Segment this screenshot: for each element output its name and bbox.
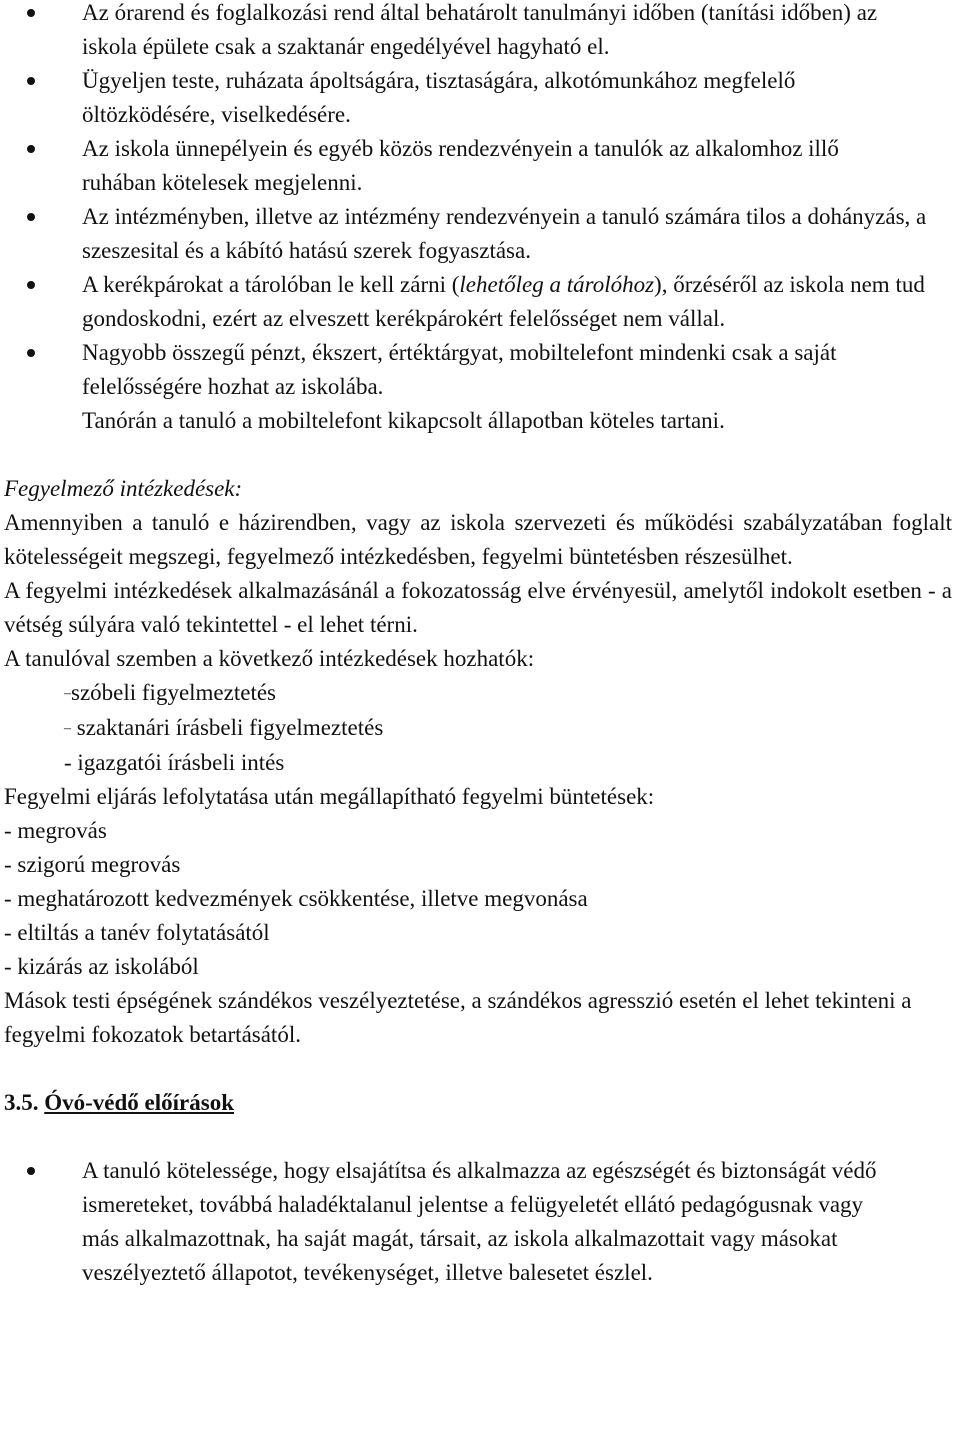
bullet-item [82, 200, 952, 268]
measures-list [4, 676, 952, 780]
bullet-item [82, 336, 952, 404]
measure-text: szaktanári írásbeli figyelmeztetés [71, 715, 384, 740]
rules-bullet-list [4, 0, 952, 404]
measure-text: szóbeli figyelmeztetés [71, 680, 277, 705]
bullet-dot-icon [27, 77, 35, 85]
measure-text: - igazgatói írásbeli intés [64, 750, 285, 775]
section-heading-3-5 [4, 1086, 952, 1120]
bullet-dot-icon [27, 281, 35, 289]
bullet-text: Az intézményben, illetve az intézmény rendezvényein a tanuló számára tilos a dohányzás, a szeszesital és a kábító hatású szerek fogyasztása. [82, 204, 927, 263]
discipline-paragraph: Amennyiben a tanuló e házirendben, vagy az iskola szervezeti és működési szabályzatában foglalt kötelességeit megszegi, fegyelmező intézkedésben, fegyelmi büntetésben részesülhet. [4, 510, 952, 569]
penalty-item: - meghatározott kedvezmények csökkentése, illetve megvonása [4, 886, 588, 911]
bullet-item [82, 64, 952, 132]
discipline-paragraph: A fegyelmi intézkedések alkalmazásánál a fokozatosság elve érvényesül, amelytől indokolt esetben - a vétség súlyára való tekintettel - el lehet térni. [4, 578, 952, 637]
section-title: Óvó-védő előírások [44, 1090, 234, 1115]
penalty-item: - eltiltás a tanév folytatásától [4, 920, 270, 945]
bullet-text: Az iskola ünnepélyein és egyéb közös rendezvényein a tanulók az alkalomhoz illő ruhában kötelesek megjelenni. [82, 136, 839, 195]
penalty-item: - szigorú megrovás [4, 852, 181, 877]
penalty-item: - megrovás [4, 818, 107, 843]
measure-item [64, 746, 952, 780]
penalty-item: - kizárás az iskolából [4, 954, 199, 979]
bullet-dot-icon [27, 145, 35, 153]
discipline-heading: Fegyelmező intézkedések: [4, 476, 243, 501]
bullet-dot-icon [27, 213, 35, 221]
bullet-text: ), őrzéséről az iskola nem tud gondoskodni, ezért az elveszett kerékpárokért felelősséget nem vállal. [82, 272, 925, 331]
discipline-closing: Mások testi épségének szándékos veszélyeztetése, a szándékos agresszió esetén el lehet tekinteni a fegyelmi fokozatok betartásától. [4, 988, 912, 1047]
bullet-text: Ügyeljen teste, ruházata ápoltságára, tisztaságára, alkotómunkához megfelelő öltözködésére, viselkedésére. [82, 68, 796, 127]
bullet-item [82, 268, 952, 336]
bullet-text-italic: lehetőleg a tárolóhoz [459, 272, 655, 297]
safety-bullet-list [4, 1154, 952, 1290]
bullet-item [82, 1154, 952, 1290]
bullet-text: Nagyobb összegű pénzt, ékszert, értéktárgyat, mobiltelefont mindenki csak a saját felelősségére hozhat az iskolába. [82, 340, 837, 399]
bullet-dot-icon [27, 1167, 35, 1175]
penalties-list [4, 814, 952, 984]
bullet-text: A tanuló kötelessége, hogy elsajátítsa és alkalmazza az egészségét és biztonságát védő ismereteket, továbbá haladéktalanul jelentse a felügyeletét ellátó pedagógusnak vagy más alkalmazottnak, ha saját magát, társait, az iskola alkalmazottait vagy másokat veszélyeztető állapotot, tevékenységet, illetve balesetet észlel. [82, 1158, 877, 1285]
bullet-item [82, 132, 952, 200]
bullet-text: A kerékpárokat a tárolóban le kell zárni ( [82, 272, 460, 297]
dash-marker: – [64, 721, 71, 736]
bullet-text: Az órarend és foglalkozási rend által behatárolt tanulmányi időben (tanítási időben) az iskola épülete csak a szaktanár engedélyével hagyható el. [82, 0, 878, 59]
section-number: 3.5. [4, 1090, 39, 1115]
discipline-paragraph: A tanulóval szemben a következő intézkedések hozhatók: [4, 646, 535, 671]
dash-marker: – [64, 686, 71, 701]
bullet-continuation: Tanórán a tanuló a mobiltelefont kikapcsolt állapotban köteles tartani. [82, 408, 725, 433]
bullet-dot-icon [27, 349, 35, 357]
bullet-dot-icon [27, 9, 35, 17]
measure-item [64, 676, 952, 711]
bullet-item [82, 0, 952, 64]
penalties-intro: Fegyelmi eljárás lefolytatása után megállapítható fegyelmi büntetések: [4, 784, 655, 809]
measure-item [64, 711, 952, 746]
